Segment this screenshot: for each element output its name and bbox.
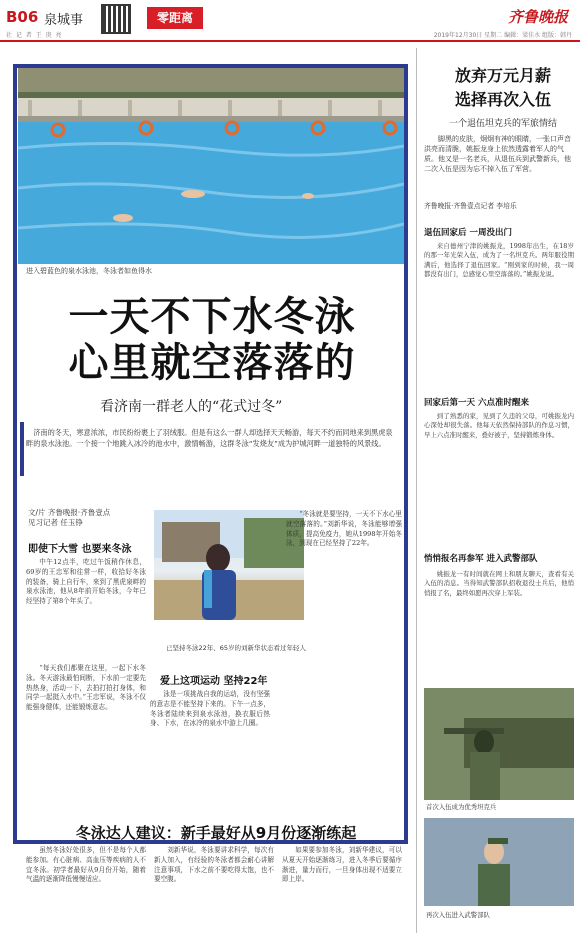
column-1-text-b: “每天我们都聚在这里，一起下水冬泳。冬天游泳最怕间断，下水前一定要先热热身，活动一下，去拍打拍打身体，和同学一起挺入水中。”王忠军说，冬泳不仅能强身健体，还能锻炼意志。 <box>26 664 146 712</box>
portrait-caption: 已坚持冬泳22年、65岁的刘新华状态看过年轻人 <box>166 644 307 652</box>
right-headline-1: 放弃万元月薪 <box>454 66 551 85</box>
police-photo-caption: 再次入伍进入武警部队 <box>426 911 490 919</box>
right-headline <box>430 64 576 112</box>
page-number: B06 <box>6 8 39 26</box>
byline-line-2: 见习记者 任玉铮 <box>28 518 83 527</box>
right-text-3: 姚振龙一有时间就在网上和朋友聊天，查看有关入伍的消息。当得知武警部队招收退役士兵后，他悄悄报了名，最终如愿再次穿上军装。 <box>424 570 574 597</box>
section-name: 泉城事 <box>44 13 84 28</box>
tank-photo-caption: 首次入伍成为优秀坦克兵 <box>426 803 497 811</box>
lead-accent-bar <box>20 422 24 476</box>
column-5-text: 刘新华说，冬泳要讲求科学，每次有新人加入，有经验的冬泳者都会耐心讲解注意事项，下水之前不要吃得太饱，也不要空腹。 <box>154 846 274 884</box>
right-section-title-3: 悄悄报名再参军 进入武警部队 <box>424 554 538 564</box>
main-subheadline: 看济南一群老人的“花式过冬” <box>100 399 283 415</box>
right-byline: 齐鲁晚报·齐鲁壹点记者 李培乐 <box>424 202 517 210</box>
column-1-text: 中午12点半，吃过午饭稍作休息，69岁的王忠军和往常一样，收拾好冬泳的装备，骑上自行车，来到了黑虎泉畔的泉水泳池，他从8年前开始冬泳，今年已经坚持了第8个年头了。 <box>26 558 146 606</box>
column-6-text: 如果要参加冬泳，刘新华建议，可以从夏天开始逐渐练习，进入冬季后要循序渐进，量力而行，一旦身体出现不适要立即上岸。 <box>282 846 402 884</box>
column-3-text: “冬泳就是要坚持，一天不下水心里就空落落的。”刘新华说，冬泳能够增强体质，提高免疫力，她从1998年开始冬泳，到现在已经坚持了22年。 <box>286 510 402 548</box>
photo-caption: 进入碧蓝色的泉水泳池，冬泳者如鱼得水 <box>26 267 152 275</box>
section-title-2: 爱上这项运动 坚持22年 <box>160 676 268 687</box>
column-2-text: 泳是一项挑战自我的运动，没有坚强的意志是不能坚持下来的。下午一点多，冬泳者陆续来到泉水泳池，换衣服后热身、下水，在冰冷的泉水中游上几圈。 <box>150 690 270 728</box>
newspaper-logo: 齐鲁晚报 <box>507 8 568 26</box>
right-text-2: 到了熟悉的家，见到了久违的父母，可姚振龙内心深处却很失落。他每天依然保持部队的作息习惯，早上六点准时醒来，叠好被子，坚持锻炼身体。 <box>424 412 574 439</box>
byline <box>28 508 110 528</box>
lead-paragraph: 济南的冬天，寒意浓浓，市民纷纷裹上了羽绒服。但是有这么一群人却选择天天畅游，每天不约而同地来到黑虎泉畔的泉水泳池。一个接一个地跳入冰冷的池水中，激情畅游，这群冬泳“发烧友”成为护城河畔一道独特的风景线。 <box>26 428 393 448</box>
tank-soldier-photo <box>424 688 574 800</box>
column-tag: 零距离 <box>147 7 203 29</box>
right-subheadline: 一个退伍坦克兵的军旅情结 <box>448 119 557 129</box>
byline-line-1: 文/片 齐鲁晚报·齐鲁壹点 <box>28 508 111 517</box>
qr-code-icon[interactable] <box>101 4 131 34</box>
right-text-1: 来自德州宁津的姚振龙，1998年出生，在18岁的那一年光荣入伍，成为了一名坦克兵。两年服役期满后，他选择了退伍回家。“刚到家的时候，我一周都没有出门，总感觉心里空落落的。”姚振龙说。 <box>424 242 574 279</box>
right-lead: 脚黑的皮肤，炯炯有神的眼睛，一张口声音洪亮而清脆，姚振龙身上依然透露着军人的气质。他又是一名老兵，从退伍兵到武警新兵，他二次入伍是因为忘不掉入伍了军营。 <box>424 135 571 173</box>
header-rule <box>0 40 580 42</box>
column-divider <box>416 48 417 933</box>
right-section-title-1: 退伍回家后 一周没出门 <box>424 228 512 238</box>
advice-banner: 冬泳达人建议：新手最好从9月份逐渐练起 <box>75 824 357 842</box>
section-title-1: 即使下大雪 也要来冬泳 <box>28 544 132 555</box>
swimmer-portrait-photo <box>154 510 304 620</box>
main-headline <box>20 294 404 386</box>
issue-date: 2019年12月30日 星期二 编辑：梁佳水 组版：韩丹 <box>433 32 572 39</box>
headline-line-2: 心里就空落落的 <box>68 340 356 386</box>
right-headline-2: 选择再次入伍 <box>454 90 551 109</box>
headline-line-1: 一天不下水冬泳 <box>68 294 356 340</box>
column-4-text: 虽然冬泳好处很多，但不是每个人都能参加。有心脏病、高血压等疾病的人不宜冬泳。初学者最好从9月份开始，随着气温的逐渐降低慢慢适应。 <box>26 846 146 884</box>
header-subtitle: 社 记 者 王 庚 亮 <box>6 32 63 39</box>
right-section-title-2: 回家后第一天 六点准时醒来 <box>424 398 529 408</box>
pool-photo <box>18 68 404 264</box>
armed-police-photo <box>424 818 574 906</box>
